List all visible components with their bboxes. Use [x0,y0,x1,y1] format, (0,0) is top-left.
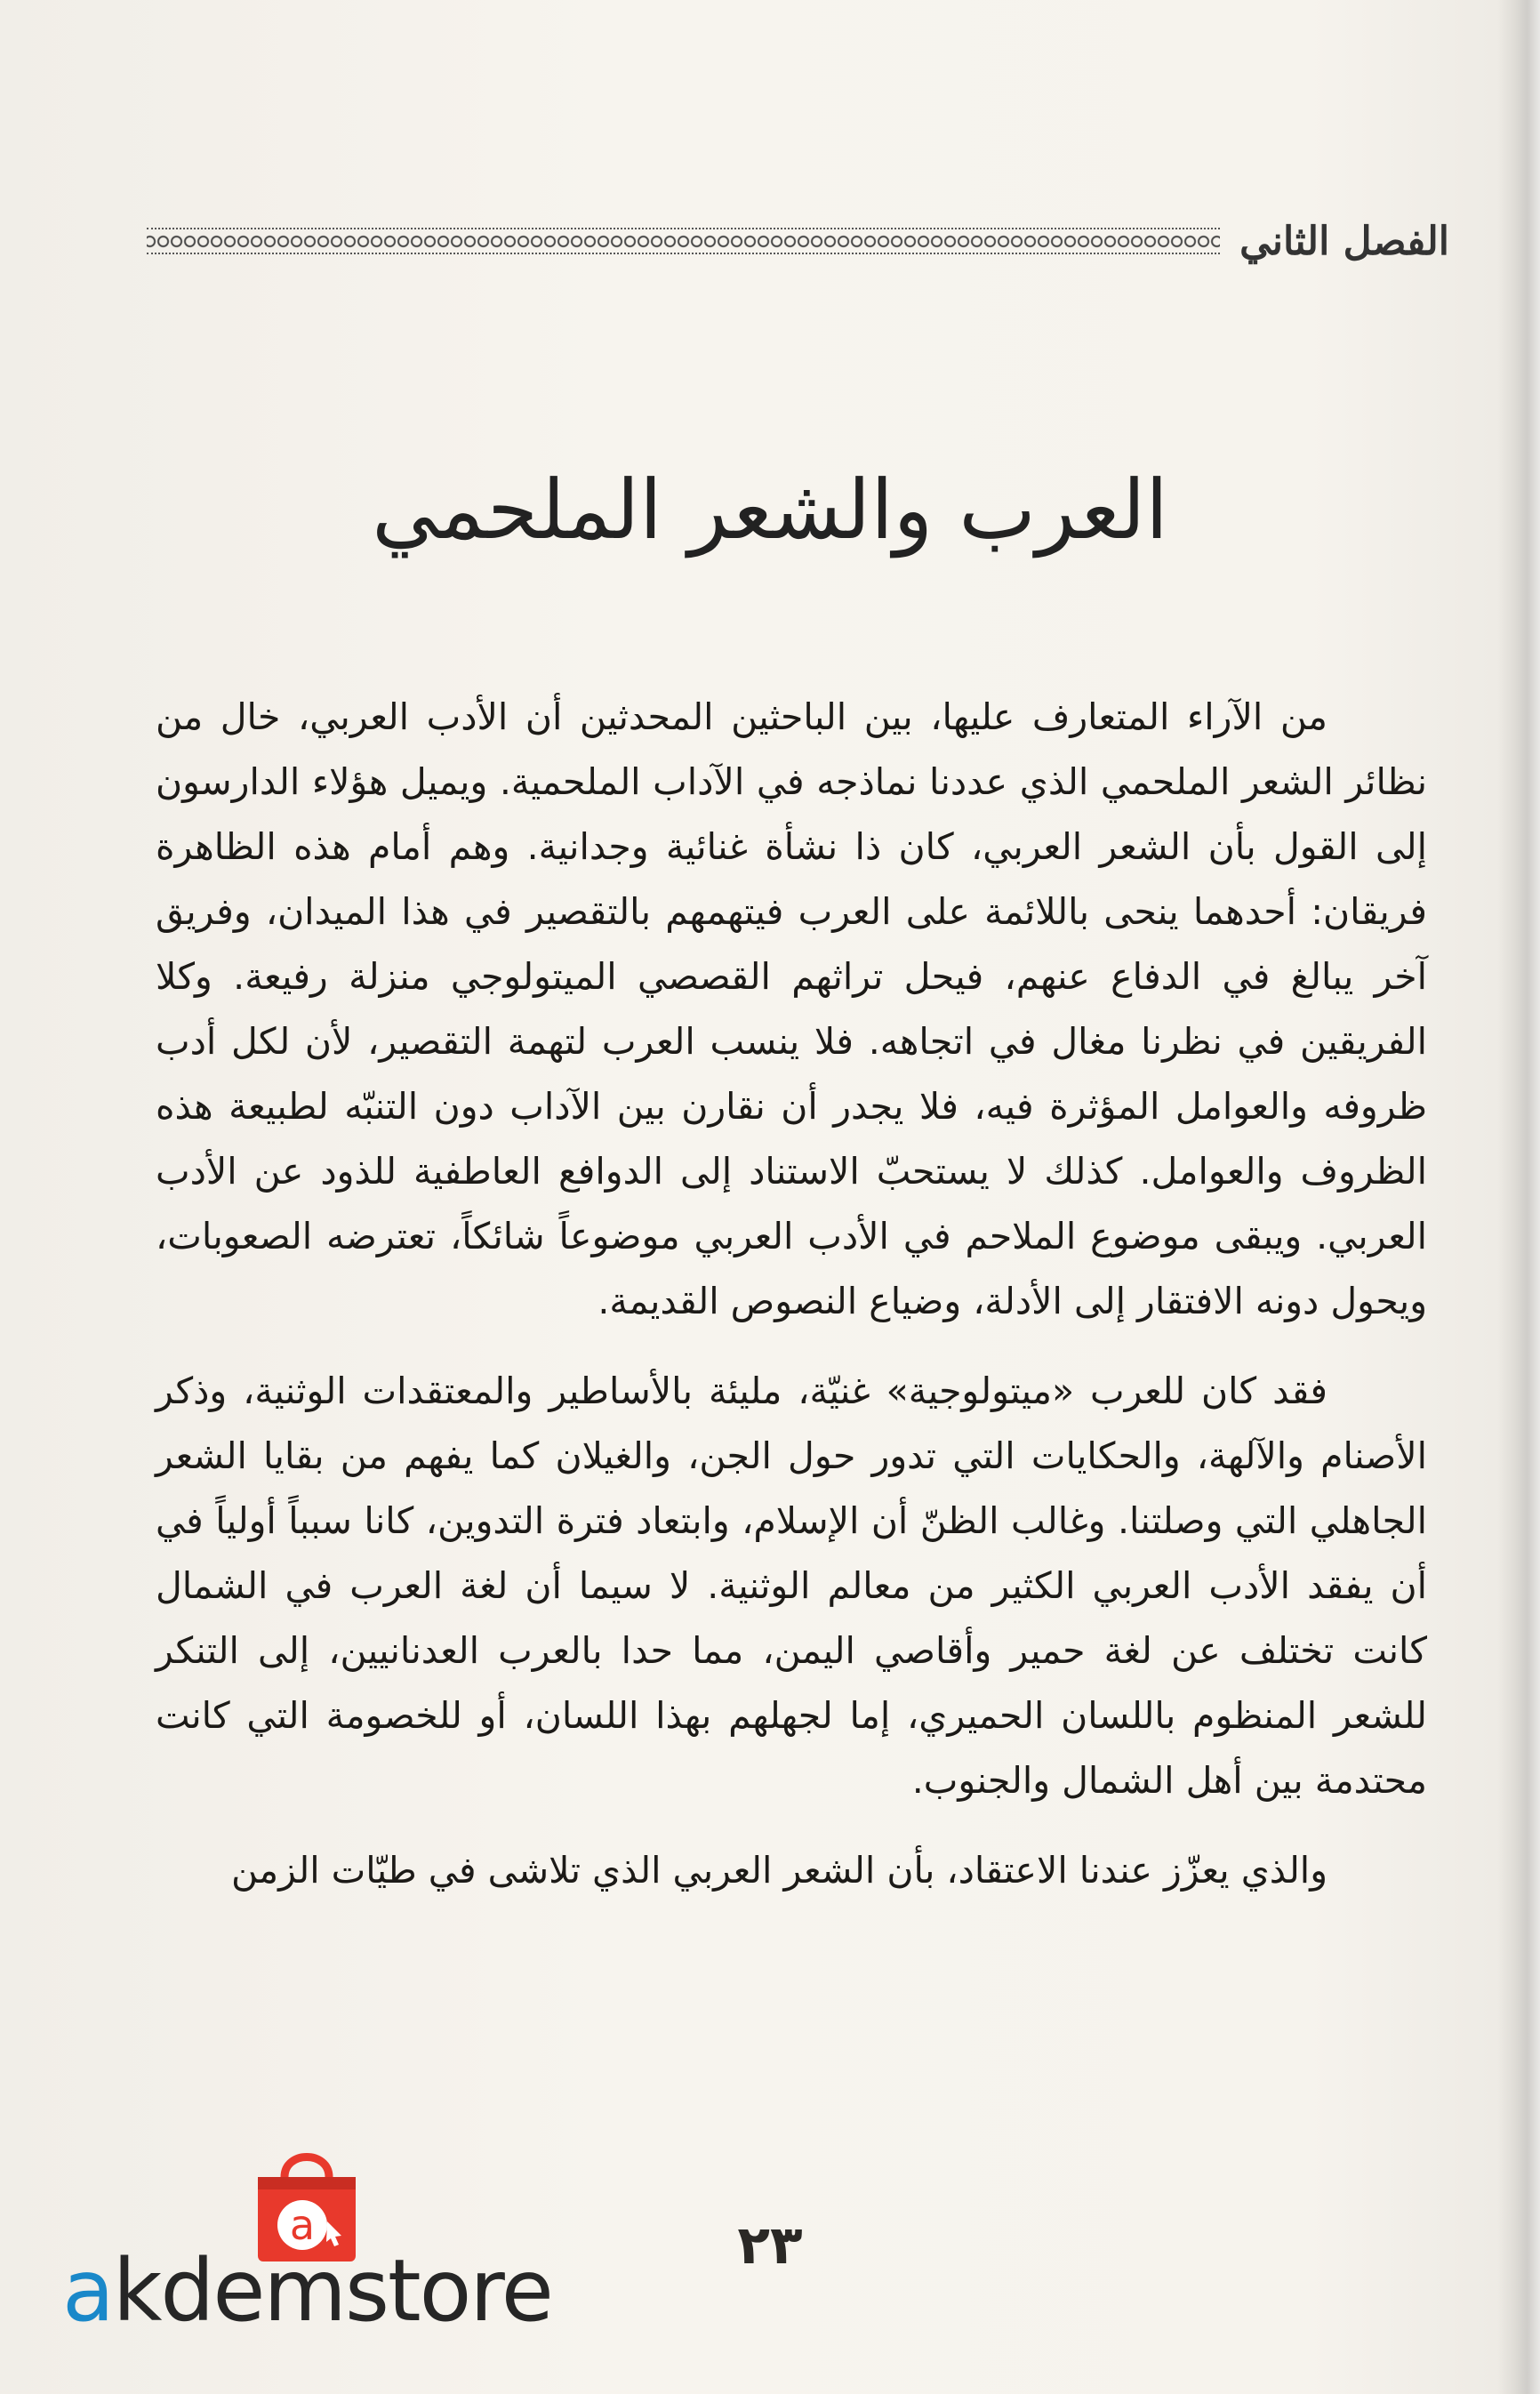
logo-letter-a: a [62,2241,113,2341]
chapter-header [147,210,1449,272]
body-text [156,685,1427,1928]
paragraph: من الآراء المتعارف عليها، بين الباحثين المحدثين أن الأدب العربي، خال من نظائر الشعر الملحمي الذي عددنا نماذجه في الآداب الملحمية. ويميل هؤلاء الدارسون إلى القول بأن الشعر العربي، كان ذا نشأة غنائية وجدانية. وهم أمام هذه الظاهرة فريقان: أحدهما ينحى باللائمة على العرب فيتهمهم بالتقصير في هذا الميدان، وفريق آخر يبالغ في الدفاع عنهم، فيحل تراثهم القصصي الميتولوجي منزلة رفيعة. وكلا الفريقين في نظرنا مغال في اتجاهه. فلا ينسب العرب لتهمة التقصير، لأن لكل أدب ظروفه والعوامل المؤثرة فيه، فلا يجدر أن نقارن بين الآداب دون التنبّه لطبيعة هذه الظروف والعوامل. كذلك لا يستحبّ الاستناد إلى الدوافع العاطفية للذود عن الأدب العربي. ويبقى موضوع الملاحم في الأدب العربي موضوعاً شائكاً، تعترضه الصعوبات، ويحول دونه الافتقار إلى الأدلة، وضياع النصوص القديمة. [156,695,1427,1322]
paragraph: فقد كان للعرب «ميتولوجية» غنيّة، مليئة بالأساطير والمعتقدات الوثنية، وذكر الأصنام والآلهة، والحكايات التي تدور حول الجن، والغيلان كما يفهم من بقايا الشعر الجاهلي التي وصلتنا. وغالب الظنّ أن الإسلام، وابتعاد فترة التدوين، كانا سبباً أولياً في أن يفقد الأدب العربي الكثير من معالم الوثنية. لا سيما أن لغة العرب في الشمال كانت تختلف عن لغة حمير وأقاصي اليمن، مما حدا بالعرب العدنانيين، إلى التنكر للشعر المنظوم باللسان الحميري، إما لجهلهم بهذا اللسان، أو للخصومة التي كانت محتدمة بين أهل الشمال والجنوب. [156,1370,1427,1802]
paragraph: والذي يعزّز عندنا الاعتقاد، بأن الشعر العربي الذي تلاشى في طيّات الزمن [230,1849,1327,1892]
svg-text:a: a [289,2201,316,2249]
chapter-label: الفصل الثاني [1239,218,1449,264]
logo-wordmark [62,2241,552,2341]
logo-wordmark-rest: kdemstore [112,2241,552,2341]
section-title: العرب والشعر الملحمي [372,462,1168,558]
page-edge-shadow [1497,0,1540,2394]
header-ornament-rule [147,228,1220,254]
page-number: ٢٣ [737,2214,803,2277]
akdemstore-logo [62,2143,552,2357]
